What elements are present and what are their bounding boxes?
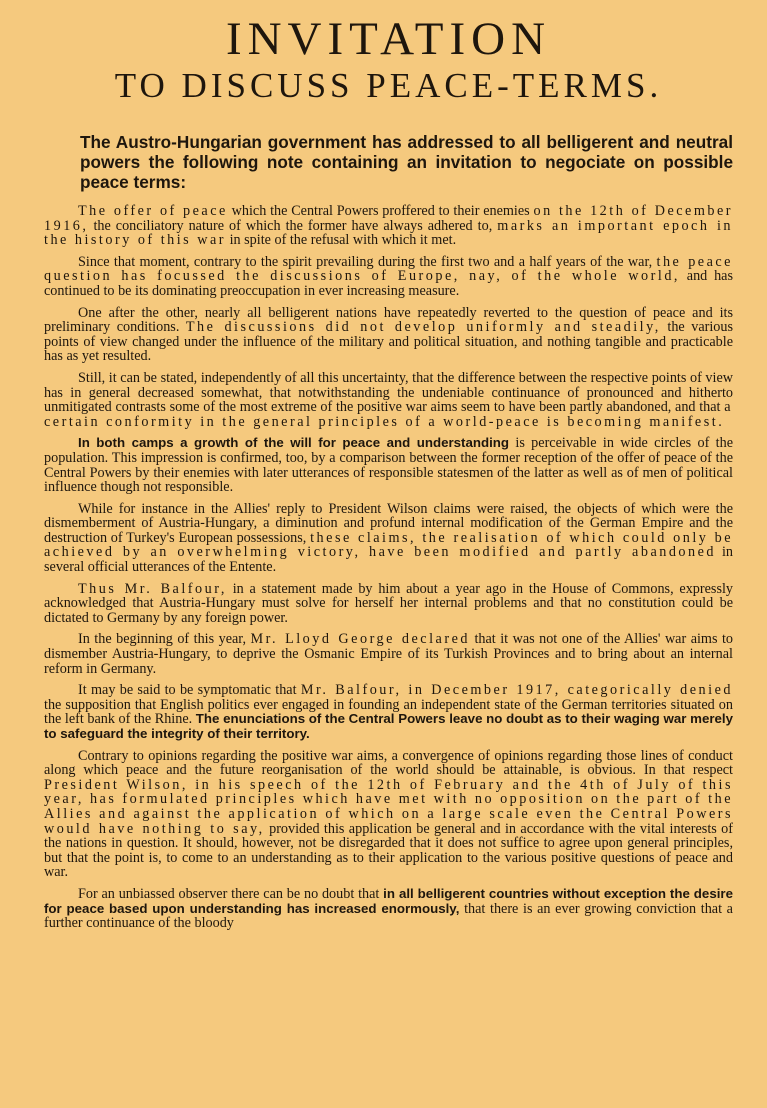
paragraph-1: The offer of peace which the Central Powers proffered to their enemies on the 12th of December 1916, the conciliatory nature of which the former have always adhered to, marks an important epoch in the history of this war in spite of the refusal with which it met. [44,203,733,249]
paragraph-11: For an unbiassed observer there can be no doubt that in all belligerent countries without exception the desire for peace based upon understanding has increased enormously, that there is an ever growing conviction that a further continuance of the bloody [44,885,733,932]
document-subtitle: TO DISCUSS PEACE-TERMS. [114,66,663,105]
document-title: INVITATION [225,13,552,65]
paragraph-6: While for instance in the Allies' reply to President Wilson claims were raised, the objects of which were the dismemberment of Austria-Hungary, a diminution and profund internal modification of the German Empire and the destruction of Turkey's European possessions, these claims, the realisation of which could only be achieved by an overwhelming victory, have been modified and partly abandoned in several official utterances of the Entente. [44,500,734,576]
paragraph-2: Since that moment, contrary to the spirit prevailing during the first two and a half years of the war, the peace question has focussed the discussions of Europe, nay, of the whole world, and has continued to be its dominating preoccupation in ever increasing measure. [44,253,733,299]
paragraph-3: One after the other, nearly all belligerent nations have repeatedly reverted to the question of peace and its preliminary conditions. The discussions did not develop uniformly and steadily, the various points of view changed under the influence of the military and political situation, and nothing tangible and practicable has as yet resulted. [44,304,733,365]
paragraph-4: Still, it can be stated, independently of all this uncertainty, that the difference between the respective points of view has in general decreased somewhat, that notwithstanding the undeniable continuance of pronounced and hitherto unmitigated contrasts some of the most extreme of the positive war aims seem to have been partly abandoned, and that a certain conformity in the general principles of a world-peace is becoming manifest. [44,369,733,430]
paragraph-8: In the beginning of this year, Mr. Lloyd George declared that it was not one of the Allies' war aims to dismember Austria-Hungary, to deprive the Osmanic Empire of its Turkish Provinces and to bring about an internal reform in Germany. [44,631,734,677]
intro-paragraph: The Austro-Hungarian government has addressed to all belligerent and neutral powers the following note containing an invitation to negociate on possible peace terms: [80,132,733,192]
paragraph-7: Thus Mr. Balfour, in a statement made by him about a year ago in the House of Commons, expressly acknowledged that Austria-Hungary must solve for herself her internal problems and that no constitution could be dictated to Germany by any foreign power. [44,580,733,626]
paragraph-10: Contrary to opinions regarding the positive war aims, a convergence of opinions regarding those lines of conduct along which peace and the future reorganisation of the world should be attainable, is obvious. In that respect President Wilson, in his speech of the 12th of February and the 4th of July of this year, has formulated principles which have met with no opposition on the part of the Allies and against the application of which on a large scale even the Central Powers would have nothing to say, provided this application be general and in accordance with the vital interests of the nations in question. It should, however, not be disregarded that it does not suffice to agree upon general principles, but that the point is, to come to an understanding as to their application to the various positive questions of peace and war. [44,747,733,881]
paragraph-9: It may be said to be symptomatic that Mr. Balfour, in December 1917, categorically denied the supposition that English politics ever engaged in founding an independent state of the German territories situated on the left bank of the Rhine. The enunciations of the Central Powers leave no doubt as to their waging war merely to safeguard the integrity of their territory. [44,682,733,741]
paragraph-5: In both camps a growth of the will for peace and understanding is perceivable in wide circles of the population. This impression is confirmed, too, by a comparison between the former reception of the offer of peace of the Central Powers by their enemies with later utterances of responsible statesmen of the latter as well as of men of political influence though not responsible. [44,435,733,496]
